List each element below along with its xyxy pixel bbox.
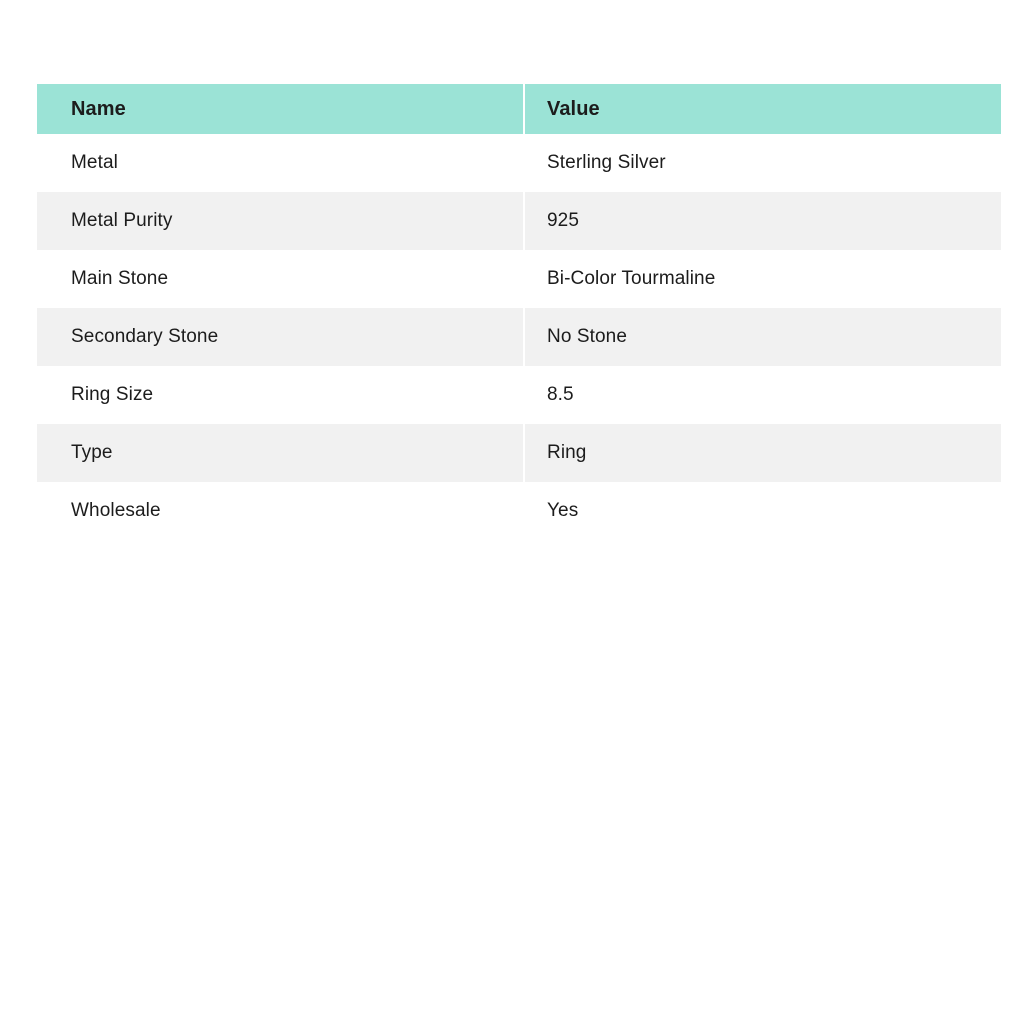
- table-row: [37, 482, 1001, 540]
- attribute-name-cell: Main Stone: [71, 268, 169, 289]
- attribute-value-cell: 8.5: [523, 366, 1001, 424]
- table-row: [37, 424, 1001, 482]
- attribute-value-cell: 925: [523, 192, 1001, 250]
- table-row: [37, 192, 1001, 250]
- attribute-name-cell: Ring Size: [71, 384, 154, 405]
- attribute-value-cell: Sterling Silver: [523, 134, 1001, 192]
- column-header-value: Value: [523, 84, 1001, 134]
- table-header-row: [37, 84, 1001, 134]
- table-row: [37, 308, 1001, 366]
- attribute-value-cell: Yes: [523, 482, 1001, 540]
- attribute-value-cell: No Stone: [523, 308, 1001, 366]
- column-header-name: Name: [71, 97, 126, 120]
- table-row: [37, 250, 1001, 308]
- attribute-value-cell: Bi-Color Tourmaline: [523, 250, 1001, 308]
- table-row: [37, 366, 1001, 424]
- attribute-name-cell: Type: [71, 442, 113, 463]
- table-row: [37, 134, 1001, 192]
- attribute-name-cell: Secondary Stone: [71, 326, 219, 347]
- attribute-name-cell: Metal: [71, 152, 118, 173]
- attribute-name-cell: Wholesale: [71, 500, 161, 521]
- attribute-value-cell: Ring: [523, 424, 1001, 482]
- table-body: [37, 134, 1001, 540]
- attribute-table: [37, 84, 1001, 540]
- attribute-name-cell: Metal Purity: [71, 210, 173, 231]
